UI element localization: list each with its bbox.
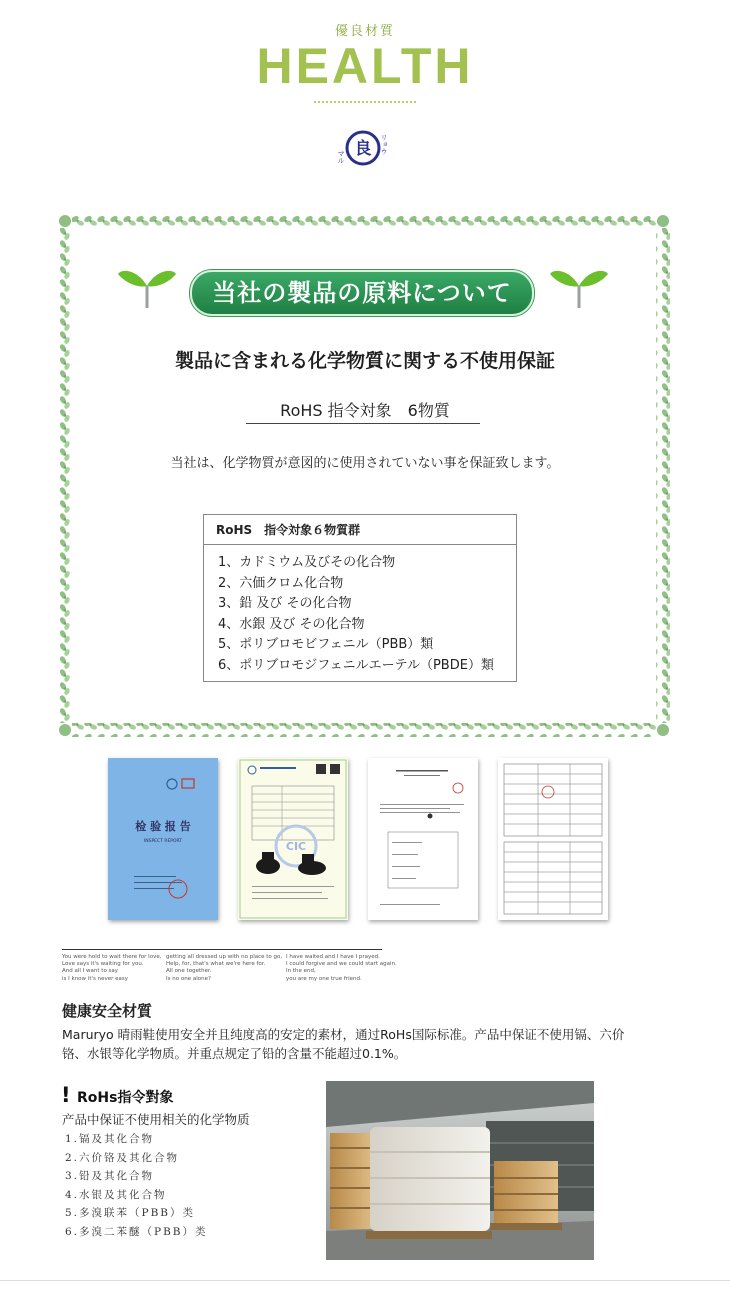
list-item: 2.六价铬及其化合物 xyxy=(65,1151,180,1164)
sprout-icon xyxy=(116,264,178,310)
certificate-heading: 製品に含まれる化学物質に関する不使用保証 xyxy=(174,350,555,372)
header-dotted-divider xyxy=(314,101,416,103)
list-item: 5、ポリブロモビフェニル（PBB）類 xyxy=(218,637,434,652)
table-header: RoHS 指令対象６物質群 xyxy=(204,515,516,545)
test-certificate-thumbnail xyxy=(238,758,348,920)
header-subtitle: 優良材質 xyxy=(334,24,395,39)
certificate-statement: 当社は、化学物質が意図的に使用されていない事を保証致します。 xyxy=(170,456,560,471)
logo-left-text: マル xyxy=(337,150,345,164)
rohs-substances-table xyxy=(203,514,517,682)
lyric-column-1: You were hold to wait there for love, Love says it's waiting for you. And all I want to say is I know it's never easy xyxy=(62,954,162,982)
substance-list xyxy=(218,553,494,676)
list-item: 3.铅及其化合物 xyxy=(65,1170,155,1182)
sprout-icon xyxy=(548,264,610,310)
rohs-section-title: RoHs指令對象 xyxy=(77,1090,174,1106)
list-item: 4、水銀 及び その化合物 xyxy=(218,616,365,632)
shipping-document-thumbnail xyxy=(498,758,608,920)
certificate-watermark: CIC xyxy=(285,840,307,853)
exclamation-icon: ! xyxy=(61,1083,71,1107)
list-item: 2、六価クロム化合物 xyxy=(218,575,344,591)
subheading-underline xyxy=(246,423,480,424)
maruryo-logo xyxy=(337,122,389,174)
list-item: 5.多溴联苯（PBB）类 xyxy=(65,1207,196,1219)
report-subtitle: INSPECT REPORT xyxy=(143,839,183,844)
list-item: 3、鉛 及び その化合物 xyxy=(218,596,352,611)
certificate-subheading: RoHS 指令対象 6物質 xyxy=(280,401,450,420)
lyric-divider xyxy=(62,949,382,950)
certificate-banner: 当社の製品の原料について xyxy=(190,270,534,316)
logo-right-text: リョウ xyxy=(380,134,388,155)
rohs-substance-list xyxy=(65,1130,208,1241)
header-title: HEALTH xyxy=(256,38,474,94)
health-section-paragraph: Maruryo 晴雨鞋使用安全并且纯度高的安定的素材，通过RoHs国际标准。产品中保证不使用镉、六价铬、水银等化学物质。并重点规定了铅的含量不能超过0.1%。 xyxy=(62,1027,625,1061)
list-item: 6.多溴二苯醚（PBB）类 xyxy=(65,1225,208,1238)
health-section-title: 健康安全材質 xyxy=(62,1002,153,1020)
lyric-column-3: I have waited and I have I prayed. I could forgive and we could start again. In the end, you are my one true friend. xyxy=(286,954,397,982)
declaration-letter-thumbnail xyxy=(368,758,478,920)
list-item: 4.水银及其化合物 xyxy=(65,1188,167,1201)
inspection-report-thumbnail xyxy=(108,758,218,920)
list-item: 1、カドミウム及びその化合物 xyxy=(218,555,396,570)
list-item: 6、ポリブロモジフェニルエーテル（PBDE）類 xyxy=(218,657,494,673)
warehouse-photo xyxy=(326,1081,594,1260)
logo-center-char: 良 xyxy=(354,139,372,159)
bottom-divider xyxy=(0,1280,730,1281)
report-title: 检 验 报 告 xyxy=(135,820,191,833)
rohs-section-description: 产品中保证不使用相关的化学物质 xyxy=(62,1112,250,1127)
lyric-column-2: getting all dressed up with no place to go, Help, for, that's what we're here for. All one together. Is no one alone? xyxy=(166,954,283,982)
list-item: 1.镉及其化合物 xyxy=(65,1133,155,1145)
